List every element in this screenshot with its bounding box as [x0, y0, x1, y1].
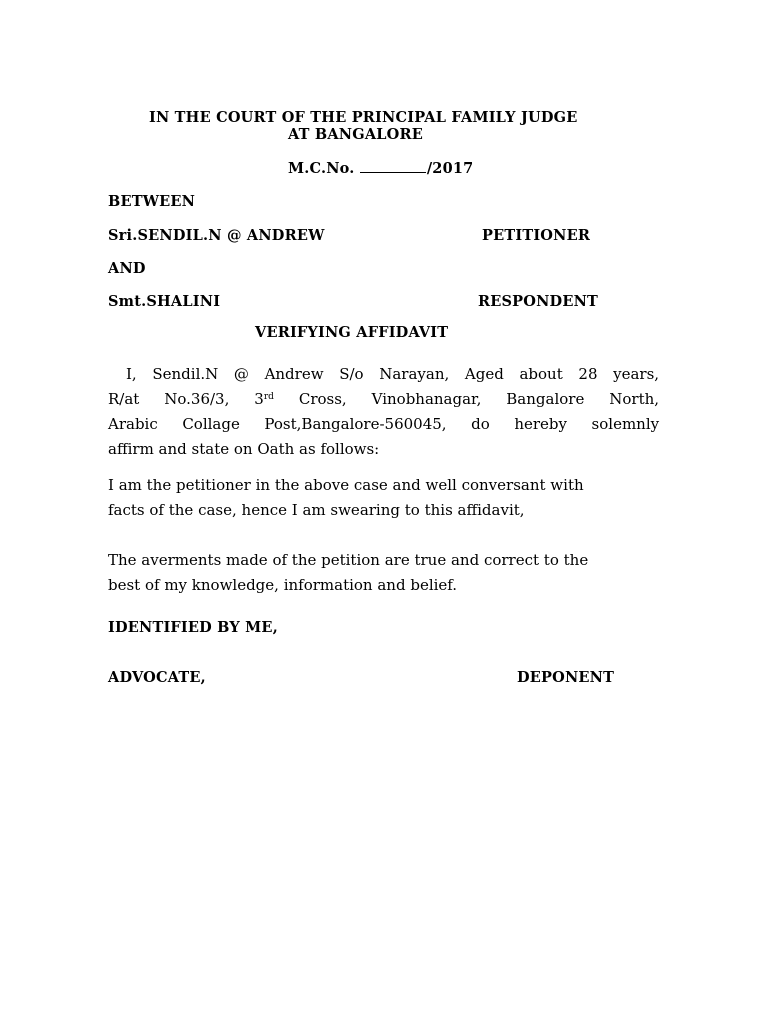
intro-line-4: affirm and state on Oath as follows: — [108, 440, 380, 458]
paragraph-1-line-2: facts of the case, hence I am swearing to this affidavit, — [108, 501, 525, 519]
advocate-label: ADVOCATE, — [108, 669, 206, 686]
intro-line-3: Arabic Collage Post,Bangalore-560045, do hereby solemnly — [108, 415, 660, 433]
petitioner-name: Sri.SENDIL.N @ ANDREW — [108, 227, 325, 244]
affidavit-intro — [108, 362, 659, 462]
intro-line-2: R/at No.36/3, 3rd Cross, Vinobhanagar, Bangalore North, — [108, 390, 660, 408]
court-location: AT BANGALORE — [288, 126, 424, 143]
case-number-year: /2017 — [426, 160, 474, 177]
identified-by-label: IDENTIFIED BY ME, — [108, 619, 278, 636]
intro-line-1: I, Sendil.N @ Andrew S/o Narayan, Aged about 28 years, — [126, 365, 660, 383]
respondent-role: RESPONDENT — [478, 293, 599, 310]
paragraph-2-line-1: The averments made of the petition are true and correct to the — [108, 551, 589, 569]
paragraph-1-line-1: I am the petitioner in the above case and well conversant with — [108, 476, 584, 494]
case-number-prefix: M.C.No. — [288, 160, 355, 177]
court-title: IN THE COURT OF THE PRINCIPAL FAMILY JUDGE — [149, 109, 578, 126]
respondent-name: Smt.SHALINI — [108, 293, 221, 310]
between-label: BETWEEN — [108, 193, 196, 210]
and-label: AND — [108, 260, 146, 277]
paragraph-2-line-2: best of my knowledge, information and belief. — [108, 576, 458, 594]
case-number — [288, 159, 473, 178]
case-number-blank — [360, 159, 426, 173]
petitioner-role: PETITIONER — [482, 227, 591, 244]
deponent-label: DEPONENT — [517, 669, 615, 686]
document-title: VERIFYING AFFIDAVIT — [255, 324, 449, 341]
